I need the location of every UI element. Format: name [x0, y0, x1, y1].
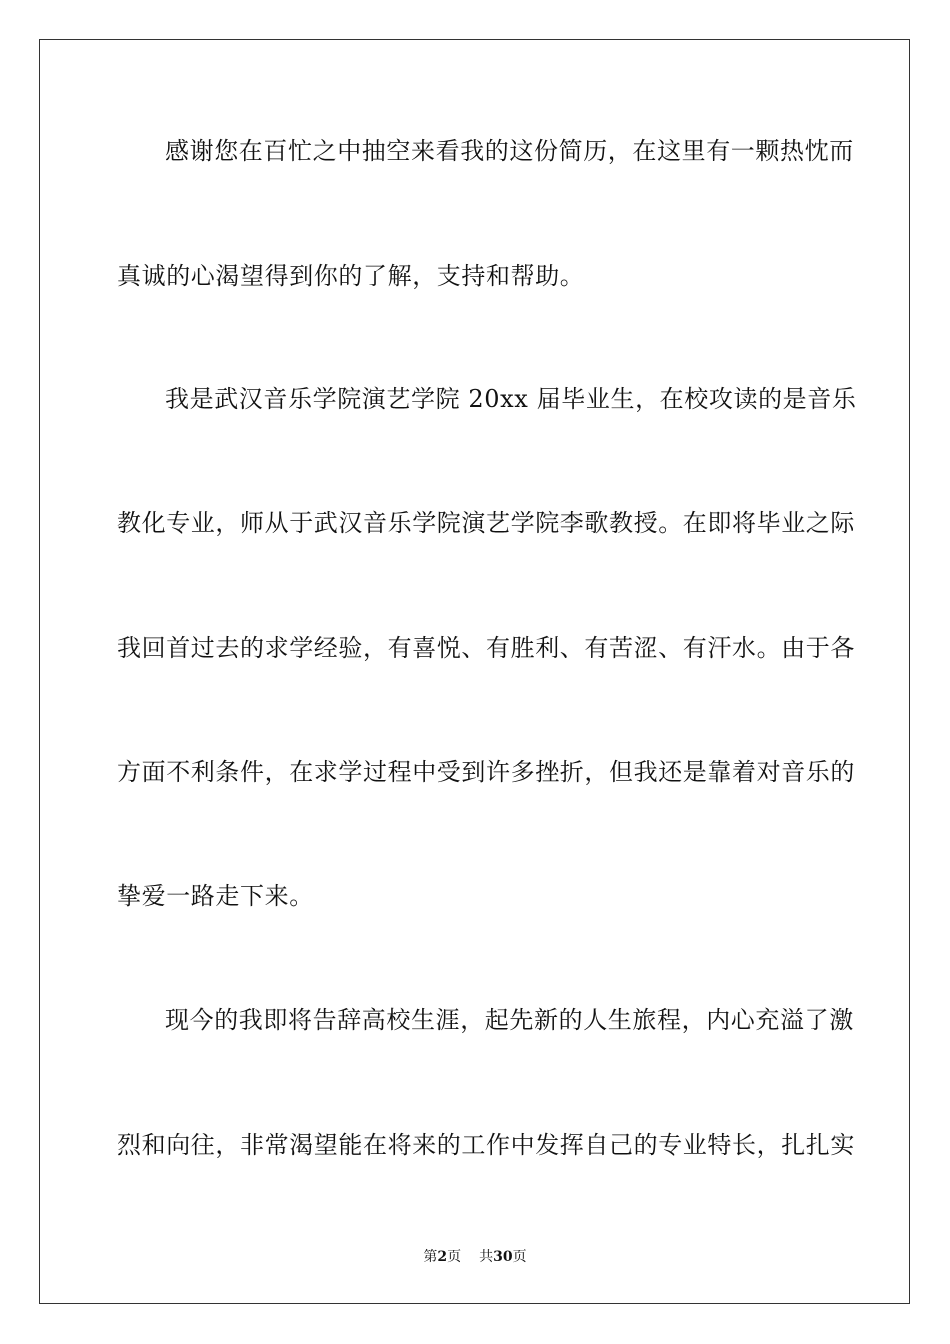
page-footer: [0, 1248, 950, 1266]
paragraph-2-line-5: 挚爱一路走下来。: [117, 882, 314, 910]
paragraph-2-line-2: 教化专业，师从于武汉音乐学院演艺学院李歌教授。在即将毕业之际: [117, 509, 855, 537]
page-frame: [39, 39, 910, 1304]
paragraph-1-line-2: 真诚的心渴望得到你的了解，支持和帮助。: [117, 262, 585, 290]
page-number: 2: [437, 1249, 448, 1265]
paragraph-3-line-2: 烈和向往，非常渴望能在将来的工作中发挥自己的专业特长，扎扎实: [117, 1131, 855, 1159]
total-suffix: 页: [512, 1249, 527, 1265]
page-prefix: 第: [423, 1249, 438, 1265]
total-pages: 30: [493, 1249, 513, 1265]
page-suffix: 页: [447, 1249, 462, 1265]
paragraph-2-line-3: 我回首过去的求学经验，有喜悦、有胜利、有苦涩、有汗水。由于各: [117, 634, 855, 662]
paragraph-1-line-1: 感谢您在百忙之中抽空来看我的这份简历，在这里有一颗热忱而: [165, 137, 854, 165]
total-prefix: 共: [479, 1249, 494, 1265]
paragraph-2-line-1: 我是武汉音乐学院演艺学院 20xx 届毕业生，在校攻读的是音乐: [165, 385, 857, 413]
paragraph-3-line-1: 现今的我即将告辞高校生涯，起先新的人生旅程，内心充溢了激: [165, 1006, 854, 1034]
paragraph-2-line-4: 方面不利条件，在求学过程中受到许多挫折，但我还是靠着对音乐的: [117, 758, 855, 786]
